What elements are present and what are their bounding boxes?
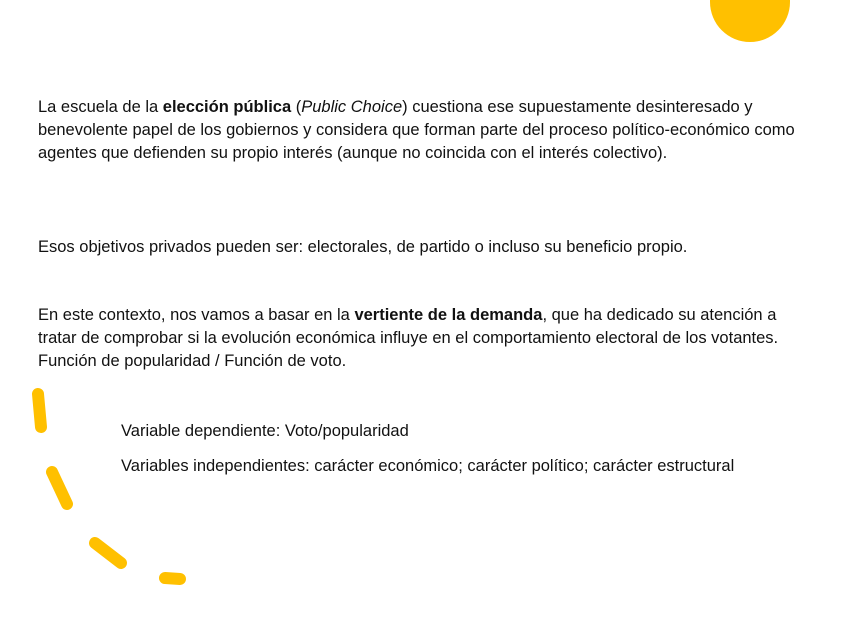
paragraph-public-choice bbox=[38, 96, 818, 165]
paragraph3-text-part2: , que ha dedicado su atención a tratar de comprobar si la evolución económica influye en el comportamiento electoral de los votantes. Función de popularidad / Función de voto. bbox=[38, 306, 779, 370]
paragraph-private-objectives bbox=[38, 236, 818, 259]
paragraph-demand-side bbox=[38, 304, 818, 373]
paragraph3-text-part1: En este contexto, nos vamos a basar en la bbox=[38, 306, 355, 324]
paragraph1-italic-term: Public Choice bbox=[301, 98, 403, 116]
independent-variables-line bbox=[121, 455, 801, 478]
independent-variables-text: Variables independientes: carácter económico; carácter político; carácter estructural bbox=[121, 457, 735, 475]
dependent-variable-text: Variable dependiente: Voto/popularidad bbox=[121, 422, 409, 440]
paragraph2-text: Esos objetivos privados pueden ser: electorales, de partido o incluso su beneficio propio. bbox=[38, 238, 688, 256]
dash-stroke-3 bbox=[95, 543, 121, 563]
dependent-variable-line bbox=[121, 420, 801, 443]
paragraph3-bold-term: vertiente de la demanda bbox=[354, 306, 543, 324]
dash-stroke-2 bbox=[52, 472, 67, 504]
dash-stroke-4 bbox=[165, 578, 180, 579]
paragraph1-bold-term: elección pública bbox=[162, 98, 292, 116]
paragraph1-text-part3: ) cuestiona ese supuestamente desinteresado y benevolente papel de los gobiernos y considera que forman parte del proceso político-económico como agentes que defienden su propio interés (aunque no coincida con el interés colectivo). bbox=[38, 98, 795, 162]
yellow-semicircle-shape bbox=[710, 0, 790, 42]
paragraph1-text-part2: ( bbox=[291, 98, 302, 116]
paragraph1-text-part1: La escuela de la bbox=[38, 98, 163, 116]
dash-stroke-1 bbox=[38, 394, 41, 427]
